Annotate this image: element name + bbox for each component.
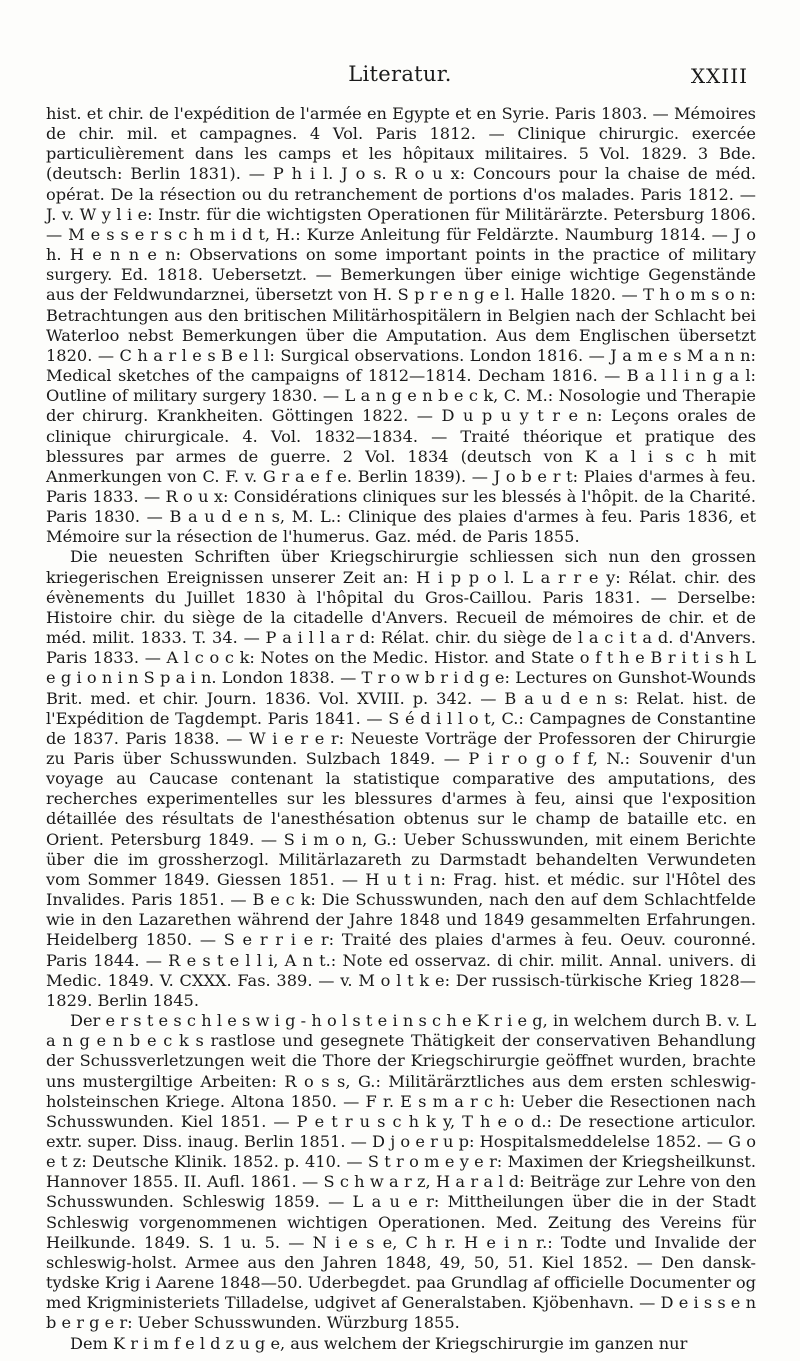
page-number: XXIII (690, 64, 748, 88)
running-head (0, 62, 800, 92)
body-text (46, 104, 756, 1354)
paragraph-newest-writings: Die neuesten Schriften über Kriegschirurgie schliessen sich nun den grossen kriegerischen Ereignissen unserer Zeit an: H i p p o l. L a r r e y: Rélat. chir. des évènements du Juillet 1830 à l'hôpital du Gros-Caillou. Paris 1831. — Derselbe: Histoire chir. du siège de la citadelle d'Anvers. Recueil de mémoires de chir. et de méd. milit. 1833. T. 34. — P a i l l a r d: Rélat. chir. du siège de l a c i t a d. d'Anvers. Paris 1833. — A l c o c k: Notes on the Medic. Histor. and State o f t h e B r i t i s h L e g i o n i n S p a i n. London 1838. — T r o w b r i d g e: Lectures on Gunshot-Wounds Brit. med. et chir. Journ. 1836. Vol. XVIII. p. 342. — B a u d e n s: Relat. hist. de l'Expédition de Tagdempt. Paris 1841. — S é d i l l o t, C.: Campagnes de Constantine de 1837. Paris 1838. — W i e r e r: Neueste Vorträge der Professoren der Chirurgie zu Paris über Schusswunden. Sulzbach 1849. — P i r o g o f f, N.: Souvenir d'un voyage au Caucase contenant la statistique comparative des amputations, des recherches experimentelles sur les blessures d'armes à feu, ainsi que l'exposition détaillée des résultats de l'anesthésation obtenus sur le champ de bataille etc. en Orient. Petersburg 1849. — S i m o n, G.: Ueber Schusswunden, mit einem Berichte über die im grossherzogl. Militärlazareth zu Darmstadt behandelten Verwundeten vom Sommer 1849. Giessen 1851. — H u t i n: Frag. hist. et médic. sur l'Hôtel des Invalides. Paris 1851. — B e c k: Die Schusswunden, nach den auf dem Schlachtfelde wie in den Lazarethen während der Jahre 1848 und 1849 gesammelten Erfahrungen. Heidelberg 1850. — S e r r i e r: Traité des plaies d'armes à feu. Oeuv. couronné. Paris 1844. — R e s t e l l i, A n t.: Note ed osservaz. di chir. milit. Annal. univers. di Medic. 1849. V. CXXX. Fas. 389. — v. M o l t k e: Der russisch-türkische Krieg 1828—1829. Berlin 1845. (46, 547, 756, 1010)
page-title: Literatur. (348, 62, 452, 86)
paragraph-schleswig-holstein-war: Der e r s t e s c h l e s w i g - h o l s t e i n s c h e K r i e g, in welchem durch B. v. L a n g e n b e c k s rastlose und gesegnete Thätigkeit der conservativen Behandlung der Schussverletzungen weit die Thore der Kriegschirurgie geöffnet wurden, brachte uns mustergiltige Arbeiten: R o s s, G.: Militärärztliches aus dem ersten schleswig-holsteinschen Kriege. Altona 1850. — F r. E s m a r c h: Ueber die Resectionen nach Schusswunden. Kiel 1851. — P e t r u s c h k y, T h e o d.: De resectione articulor. extr. super. Diss. inaug. Berlin 1851. — D j o e r u p: Hospitalsmeddelelse 1852. — G o e t z: Deutsche Klinik. 1852. p. 410. — S t r o m e y e r: Maximen der Kriegsheilkunst. Hannover 1855. II. Aufl. 1861. — S c h w a r z, H a r a l d: Beiträge zur Lehre von den Schusswunden. Schleswig 1859. — L a u e r: Mittheilungen über die in der Stadt Schleswig vorgenommenen wichtigen Operationen. Med. Zeitung des Vereins für Heilkunde. 1849. S. 1 u. 5. — N i e s e, C h r. H e i n r.: Todte und Invalide der schleswig-holst. Armee aus den Jahren 1848, 49, 50, 51. Kiel 1852. — Den dansk-tydske Krig i Aarene 1848—50. Uderbegdet. paa Grundlag af officielle Documenter og med Krigministeriets Tilladelse, udgivet af Generalstaben. Kjöbenhavn. — D e i s s e n b e r g e r: Ueber Schusswunden. Würzburg 1855. (46, 1011, 756, 1333)
paragraph-crimean-campaign: Dem K r i m f e l d z u g e, aus welchem der Kriegschirurgie im ganzen nur (70, 1333, 688, 1353)
paragraph-bibliography-older: hist. et chir. de l'expédition de l'armée en Egypte et en Syrie. Paris 1803. — Mémoires de chir. mil. et campagnes. 4 Vol. Paris 1812. — Clinique chirurgic. exercée particulièrement dans les camps et les hôpitaux militaires. 5 Vol. 1829. 3 Bde. (deutsch: Berlin 1831). — P h i l. J o s. R o u x: Concours pour la chaise de méd. opérat. De la résection ou du retranchement de portions d'os malades. Paris 1812. — J. v. W y l i e: Instr. für die wichtigsten Operationen für Militärärzte. Petersburg 1806. — M e s s e r s c h m i d t, H.: Kurze Anleitung für Feldärzte. Naumburg 1814. — J o h. H e n n e n: Observations on some important points in the practice of military surgery. Ed. 1818. Uebersetzt. — Bemerkungen über einige wichtige Gegenstände aus der Feldwundarznei, übersetzt von H. S p r e n g e l. Halle 1820. — T h o m s o n: Betrachtungen aus den britischen Militärhospitälern in Belgien nach der Schlacht bei Waterloo nebst Bemerkungen über die Amputation. Aus dem Englischen übersetzt 1820. — C h a r l e s B e l l: Surgical observations. London 1816. — J a m e s M a n n: Medical sketches of the campaigns of 1812—1814. Decham 1816. — B a l l i n g a l: Outline of military surgery 1830. — L a n g e n b e c k, C. M.: Nosologie und Therapie der chirurg. Krankheiten. Göttingen 1822. — D u p u y t r e n: Leçons orales de clinique chirurgicale. 4. Vol. 1832—1834. — Traité théorique et pratique des blessures par armes de guerre. 2 Vol. 1834 (deutsch von K a l i s c h mit Anmerkungen von C. F. v. G r a e f e. Berlin 1839). — J o b e r t: Plaies d'armes à feu. Paris 1833. — R o u x: Considérations cliniques sur les blessés à l'hôpit. de la Charité. Paris 1830. — B a u d e n s, M. L.: Clinique des plaies d'armes à feu. Paris 1836, et Mémoire sur la résection de l'humerus. Gaz. méd. de Paris 1855. (46, 104, 756, 547)
